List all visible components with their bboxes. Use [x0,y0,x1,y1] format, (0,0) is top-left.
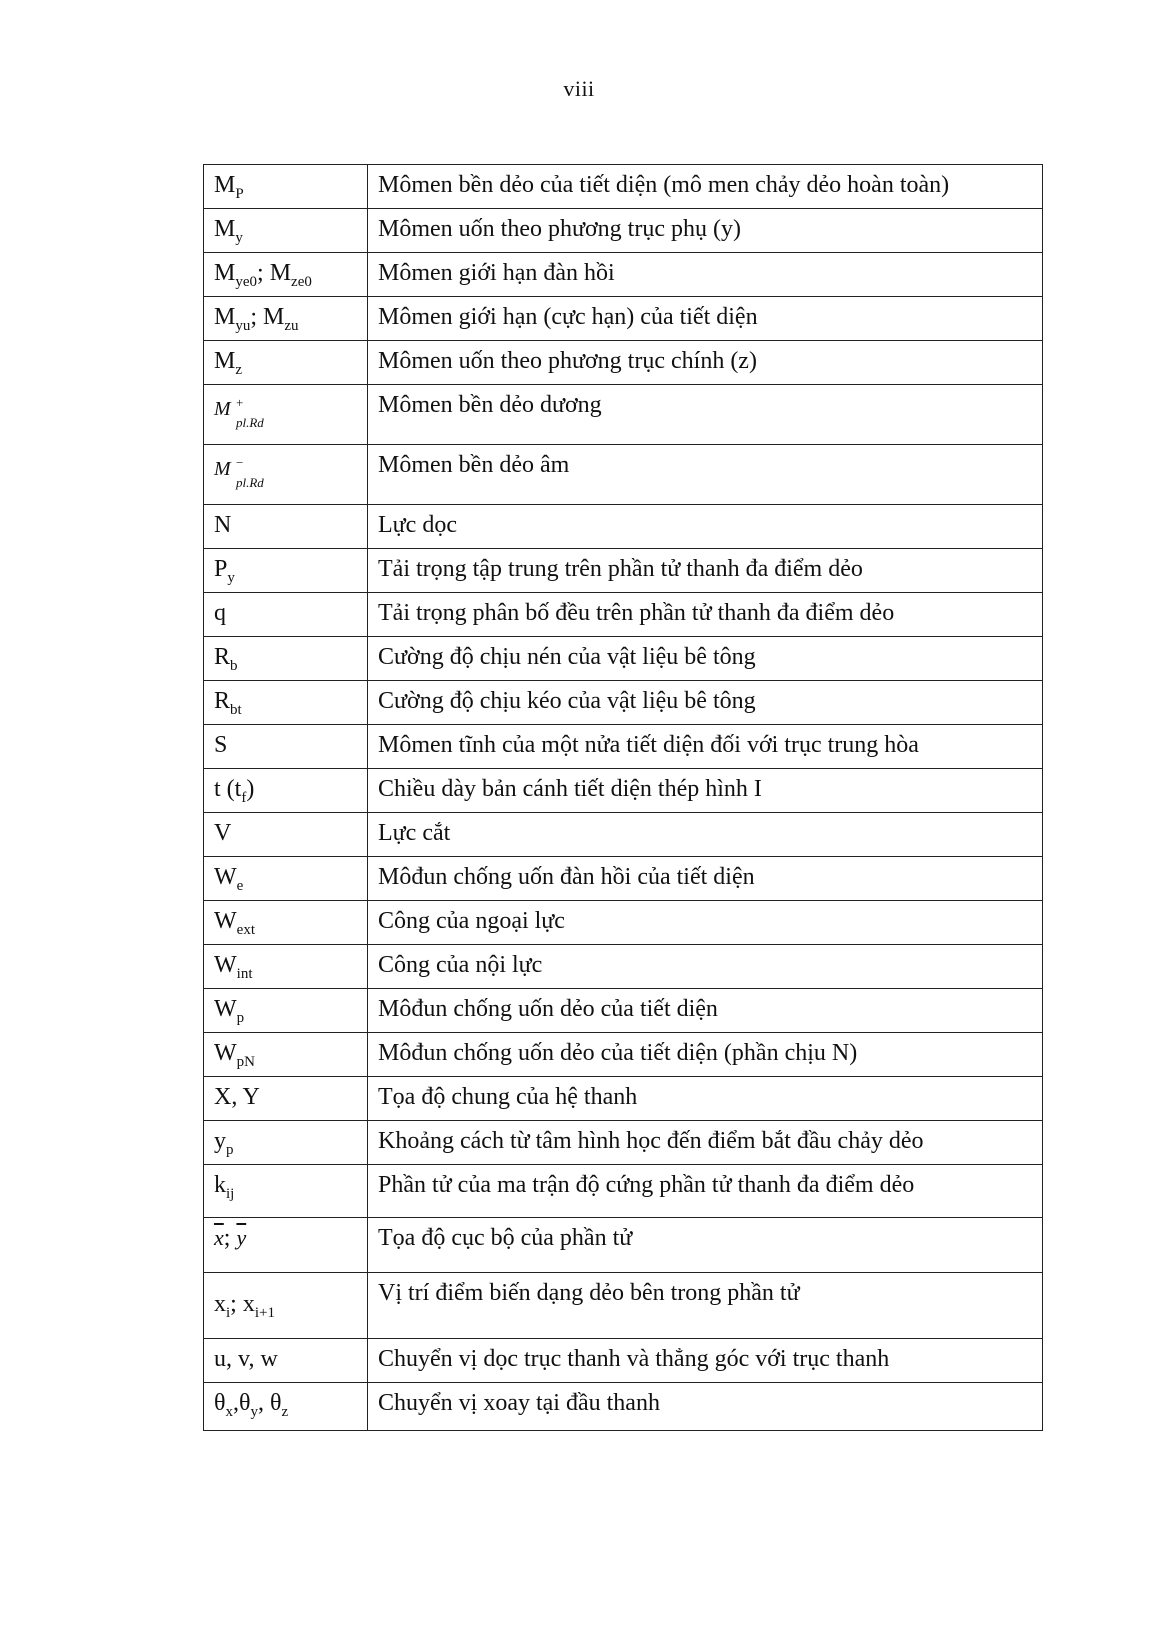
table-row [204,165,1043,209]
description-cell: Cường độ chịu kéo của vật liệu bê tông [368,681,1043,725]
math-symbol: M + pl.Rd [214,395,264,430]
table-row [204,505,1043,549]
symbol-cell [204,445,368,505]
description-cell: Mômen bền dẻo âm [368,445,1043,505]
description-cell: Chiều dày bản cánh tiết diện thép hình I [368,769,1043,813]
description-cell: Cường độ chịu nén của vật liệu bê tông [368,637,1043,681]
description-cell: Vị trí điểm biến dạng dẻo bên trong phần tử [368,1273,1043,1339]
description-cell: Môđun chống uốn dẻo của tiết diện [368,989,1043,1033]
symbol-cell: $W_{pN}$ [204,1033,368,1077]
description-cell: Chuyển vị xoay tại đầu thanh [368,1383,1043,1431]
description-cell: Lực cắt [368,813,1043,857]
description-cell: Phần tử của ma trận độ cứng phần tử thanh đa điểm dẻo [368,1165,1043,1218]
symbol-cell: $k_{ij}$ [204,1165,368,1218]
description-cell: Mômen giới hạn (cực hạn) của tiết diện [368,297,1043,341]
table-row [204,1033,1043,1077]
symbol-cell: $R_b$ [204,637,368,681]
table-row [204,253,1043,297]
description-cell: Lực dọc [368,505,1043,549]
symbol-cell: $M_z$ [204,341,368,385]
symbol-cell: $M_P$ [204,165,368,209]
table-row [204,989,1043,1033]
description-cell: Mômen tĩnh của một nửa tiết diện đối với trục trung hòa [368,725,1043,769]
table-row [204,725,1043,769]
symbol-cell: $y_p$ [204,1121,368,1165]
description-cell: Công của nội lực [368,945,1043,989]
table-row [204,297,1043,341]
symbol-cell: $M_y$ [204,209,368,253]
symbol-cell: $R_{bt}$ [204,681,368,725]
description-cell: Mômen uốn theo phương trục chính (z) [368,341,1043,385]
symbol-cell: $W_p$ [204,989,368,1033]
description-cell: Môđun chống uốn dẻo của tiết diện (phần chịu N) [368,1033,1043,1077]
description-cell: Tải trọng tập trung trên phần tử thanh đa điểm dẻo [368,549,1043,593]
symbol-cell: q [204,593,368,637]
table-row [204,445,1043,505]
table-row [204,1165,1043,1218]
description-cell: Tọa độ chung của hệ thanh [368,1077,1043,1121]
table-row [204,549,1043,593]
description-cell: Tọa độ cục bộ của phần tử [368,1218,1043,1273]
description-cell: Mômen bền dẻo dương [368,385,1043,445]
description-cell: Tải trọng phân bố đều trên phần tử thanh đa điểm dẻo [368,593,1043,637]
page-number: viii [563,76,595,101]
symbol-cell: N [204,505,368,549]
symbol-cell: V [204,813,368,857]
description-cell: Công của ngoại lực [368,901,1043,945]
description-cell: Mômen giới hạn đàn hồi [368,253,1043,297]
nomenclature-table [203,164,1043,1431]
table-row [204,1121,1043,1165]
description-cell: Chuyển vị dọc trục thanh và thẳng góc với trục thanh [368,1339,1043,1383]
table-row [204,1339,1043,1383]
symbol-cell: $M_{ye0}$; $M_{ze0}$ [204,253,368,297]
symbol-cell: $\theta_x,\theta_y$, $\theta_z$ [204,1383,368,1431]
symbol-cell: S [204,725,368,769]
table-row [204,681,1043,725]
math-symbol: M − pl.Rd [214,455,264,490]
symbol-cell: $P_y$ [204,549,368,593]
symbol-cell [204,385,368,445]
symbol-cell: $\overline{x}$; $\overline{y}$ [204,1218,368,1273]
table-row [204,901,1043,945]
table-row [204,1383,1043,1431]
description-cell: Mômen uốn theo phương trục phụ (y) [368,209,1043,253]
symbol-cell: t $(t_f)$ [204,769,368,813]
table-row [204,945,1043,989]
table-row [204,813,1043,857]
table-row [204,857,1043,901]
table-row [204,1218,1043,1273]
table-row [204,1077,1043,1121]
table-row [204,341,1043,385]
symbol-cell: $W_{int}$ [204,945,368,989]
description-cell: Khoảng cách từ tâm hình học đến điểm bắt đầu chảy dẻo [368,1121,1043,1165]
table-row [204,593,1043,637]
symbol-cell: $W_e$ [204,857,368,901]
description-cell: Mômen bền dẻo của tiết diện (mô men chảy dẻo hoàn toàn) [368,165,1043,209]
symbol-cell: u, v, w [204,1339,368,1383]
table-row [204,385,1043,445]
symbol-cell: $W_{ext}$ [204,901,368,945]
table-row [204,1273,1043,1339]
description-cell: Môđun chống uốn đàn hồi của tiết diện [368,857,1043,901]
table-row [204,209,1043,253]
symbol-cell: $x_i$; $x_{i+1}$ [204,1273,368,1339]
symbol-cell: X, Y [204,1077,368,1121]
table-row [204,637,1043,681]
symbol-cell: $M_{yu}$; $M_{zu}$ [204,297,368,341]
table-row [204,769,1043,813]
